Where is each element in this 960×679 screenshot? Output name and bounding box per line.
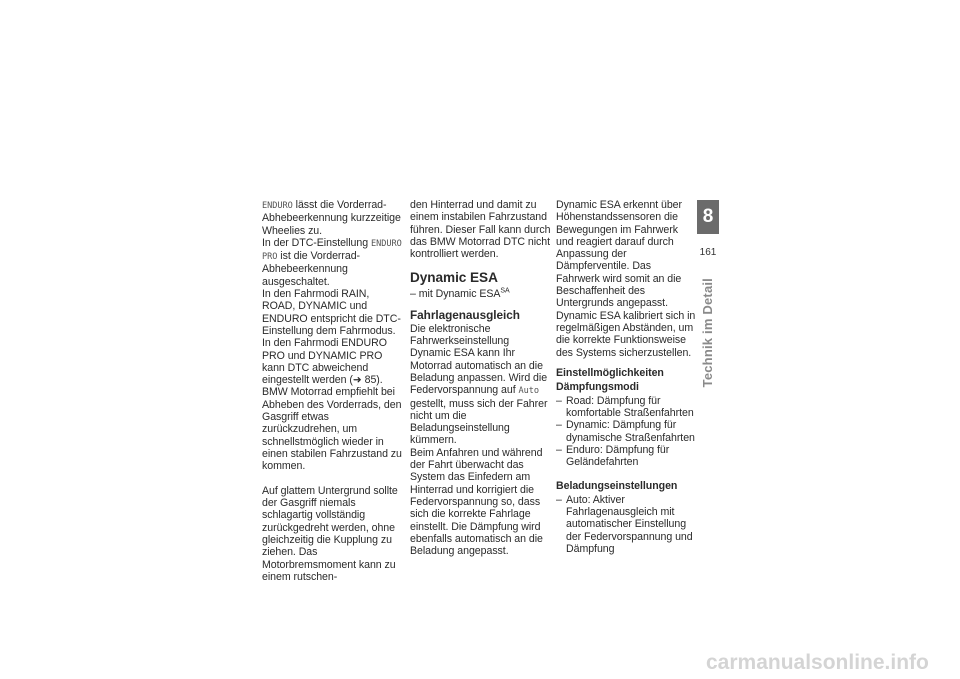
paragraph: In der DTC-Einstellung ENDURO PRO ist die Vorderrad-Abhebeerkennung ausgeschaltet. [262,236,402,288]
paragraph: In den Fahrmodi RAIN, ROAD, DYNAMIC und ENDURO entspricht die DTC-Einstellung dem Fahrmodus. [262,288,401,337]
display-code: ENDURO PRO [262,238,402,263]
section-heading: Dynamic ESA [410,270,498,286]
list-item: – Enduro: Dämpfung für Geländefahrten [556,444,696,469]
paragraph: Die elektronische Fahrwerkseinstellung Dynamic ESA kann Ihr Motorrad automatisch an die Beladung anpassen. Wird die Federvorspannung auf Auto gestellt, muss sich der Fahrer nicht um die Beladungseinstellung kümmern. [410,322,548,447]
text-column-2 [410,199,552,557]
text-column-3 [556,199,696,555]
arrow-right-icon: ➜ [352,374,362,387]
subsection-heading: Beladungseinstellungen [556,479,678,492]
section-heading: Einstellmöglichkeiten [556,366,664,379]
page-number: 161 [699,247,717,258]
paragraph: In den Fahrmodi ENDURO PRO und DYNAMIC PRO kann DTC abweichend eingestellt werden (➜ 85). [262,337,387,387]
paragraph: den Hinterrad und damit zu einem instabilen Fahrzustand führen. Dieser Fall kann durch das BMW Motorrad DTC nicht kontrolliert werden. [410,199,551,261]
list-item: – Auto: Aktiver Fahrlagenausgleich mit automatischer Einstellung der Federvorspannung und Dämpfung [556,494,696,555]
paragraph: Dynamic ESA kalibriert sich in regelmäßigen Abständen, um die korrekte Funktionsweise des Systems sicherzustellen. [556,309,696,359]
chapter-title: Technik im Detail [700,278,715,388]
subsection-heading: Dämpfungsmodi [556,380,639,393]
display-code: ENDURO [262,201,293,211]
equipment-note: – mit Dynamic $ESA^{SA}$ [410,287,510,301]
paragraph: Beim Anfahren und während der Fahrt überwacht das System das Einfedern am Hinterrad und korrigiert die Federvorspannung so, dass sich die korrekte Fahrlage einstellt. Die Dämpfung wird ebenfalls automatisch an die Beladung angepasst. [410,446,543,558]
paragraph: ENDURO lässt die Vorderrad-Abhebeerkennung kurzzeitige Wheelies zu. [262,199,401,237]
watermark: carmanualsonline.info [706,651,929,674]
display-code: Auto [518,386,539,397]
list-item: – Road: Dämpfung für komfortable Straßenfahrten [556,395,696,420]
paragraph: Auf glattem Untergrund sollte der Gasgriff niemals schlagartig vollständig zurückgedreht werden, ohne gleichzeitig die Kupplung zu ziehen. Das Motorbremsmoment kann zu einem rutschen- [262,484,398,583]
list-item: – Dynamic: Dämpfung für dynamische Straßenfahrten [556,419,696,444]
chapter-number: 8 [697,200,719,234]
subsection-heading: Fahrlagenausgleich [410,307,520,322]
paragraph: Dynamic ESA erkennt über Höhenstandssensoren die Bewegungen im Fahrwerk und reagiert darauf durch Anpassung der Dämpferventile. Das Fahrwerk wird somit an die Beschaffenheit des Untergrunds angepasst. [556,199,682,310]
special-equipment-badge: SA [500,287,510,295]
paragraph: BMW Motorrad empfiehlt bei Abheben des Vorderrads, den Gasgriff etwas zurückzudrehen, um schnellstmöglich wieder in einen stabilen Fahrzustand zu kommen. [262,386,402,473]
text-column-1 [262,199,404,583]
page-reference-link[interactable]: (➜ 85). [349,374,383,387]
